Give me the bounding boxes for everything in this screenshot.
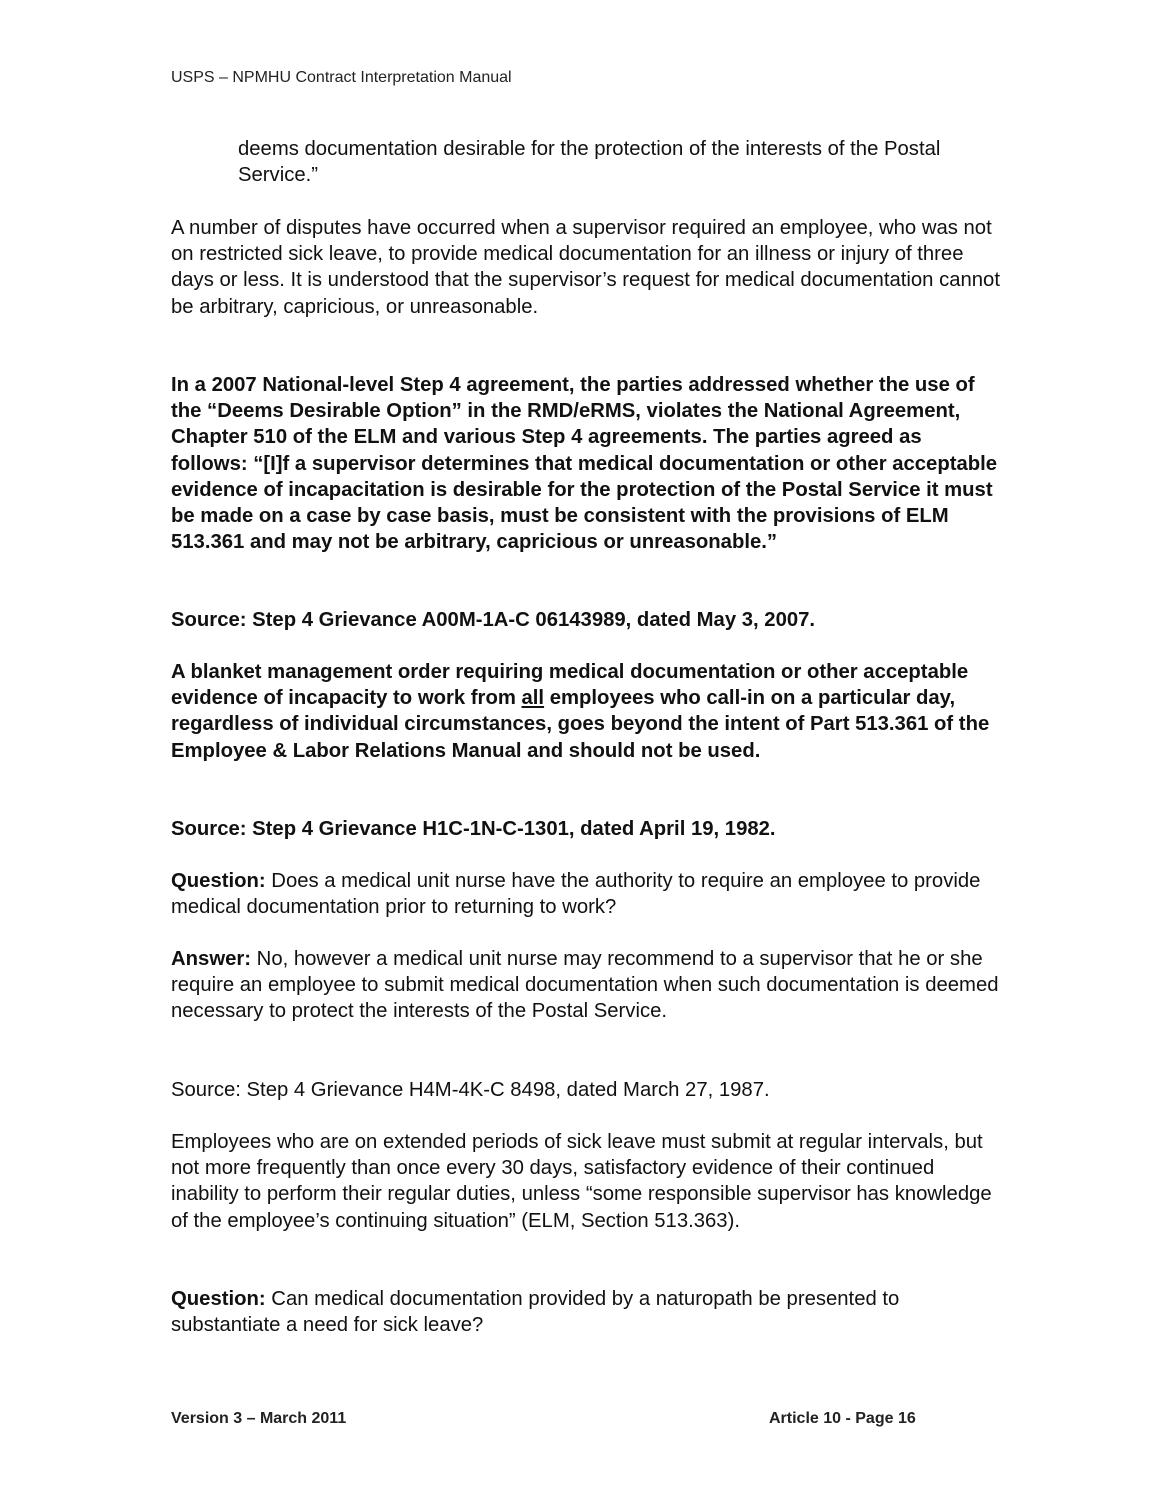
answer-1 xyxy=(171,946,1001,1025)
question-text: Can medical documentation provided by a naturopath be presented to substantiate a need for sick leave? xyxy=(171,1288,900,1337)
source-citation-2: Source: Step 4 Grievance H1C-1N-C-1301, dated April 19, 1982. xyxy=(171,818,776,840)
running-header: USPS – NPMHU Contract Interpretation Manual xyxy=(171,69,512,86)
question-label: Question: xyxy=(171,870,266,892)
footer-version: Version 3 – March 2011 xyxy=(171,1410,347,1427)
footer-page-number: Article 10 - Page 16 xyxy=(769,1410,916,1427)
answer-text: No, however a medical unit nurse may recommend to a supervisor that he or she require an employee to submit medical documentation when such documentation is deemed necessary to protect the interests of the Postal Service. xyxy=(171,948,999,1023)
paragraph-disputes: A number of disputes have occurred when a supervisor required an employee, who was not on restricted sick leave, to provide medical documentation for an illness or injury of three days or less. It is understood that the supervisor’s request for medical documentation cannot be arbitrary, capricious, or unreasonable. xyxy=(171,217,1000,318)
paragraph-2007-agreement: In a 2007 National-level Step 4 agreement, the parties addressed whether the use of the “Deems Desirable Option” in the RMD/eRMS, violates the National Agreement, Chapter 510 of the ELM and various Step 4 agreements. The parties agreed as follows: “[I]f a supervisor determines that medical documentation or other acceptable evidence of incapacitation is desirable for the protection of the Postal Service it must be made on a case by case basis, must be consistent with the provisions of ELM 513.361 and may not be arbitrary, capricious or unreasonable.” xyxy=(171,374,998,554)
question-text: Does a medical unit nurse have the authority to require an employee to provide medical documentation prior to returning to work? xyxy=(171,870,981,919)
paragraph-blanket-order xyxy=(171,659,1001,764)
blanket-text-post: employees who call-in on a particular day, regardless of individual circumstances, goes beyond the intent of Part 513.361 of the Employee & Labor Relations Manual and should not be used. xyxy=(171,687,990,762)
blanket-text-pre: A blanket management order requiring medical documentation or other acceptable evidence of incapacity to work from xyxy=(171,661,969,710)
question-label: Question: xyxy=(171,1288,266,1310)
paragraph-extended-leave: Employees who are on extended periods of sick leave must submit at regular intervals, but not more frequently than once every 30 days, satisfactory evidence of their continued inability to perform their regular duties, unless “some responsible supervisor has knowledge of the employee’s continuing situation” (ELM, Section 513.363). xyxy=(171,1131,992,1232)
quote-continuation: deems documentation desirable for the protection of the interests of the Postal Service.” xyxy=(238,138,941,187)
question-2 xyxy=(171,1286,1001,1338)
question-1 xyxy=(171,868,1001,920)
blanket-text-underlined: all xyxy=(521,687,545,710)
answer-label: Answer: xyxy=(171,948,252,970)
source-citation-1: Source: Step 4 Grievance A00M-1A-C 06143989, dated May 3, 2007. xyxy=(171,609,816,631)
source-citation-3: Source: Step 4 Grievance H4M-4K-C 8498, dated March 27, 1987. xyxy=(171,1079,770,1101)
